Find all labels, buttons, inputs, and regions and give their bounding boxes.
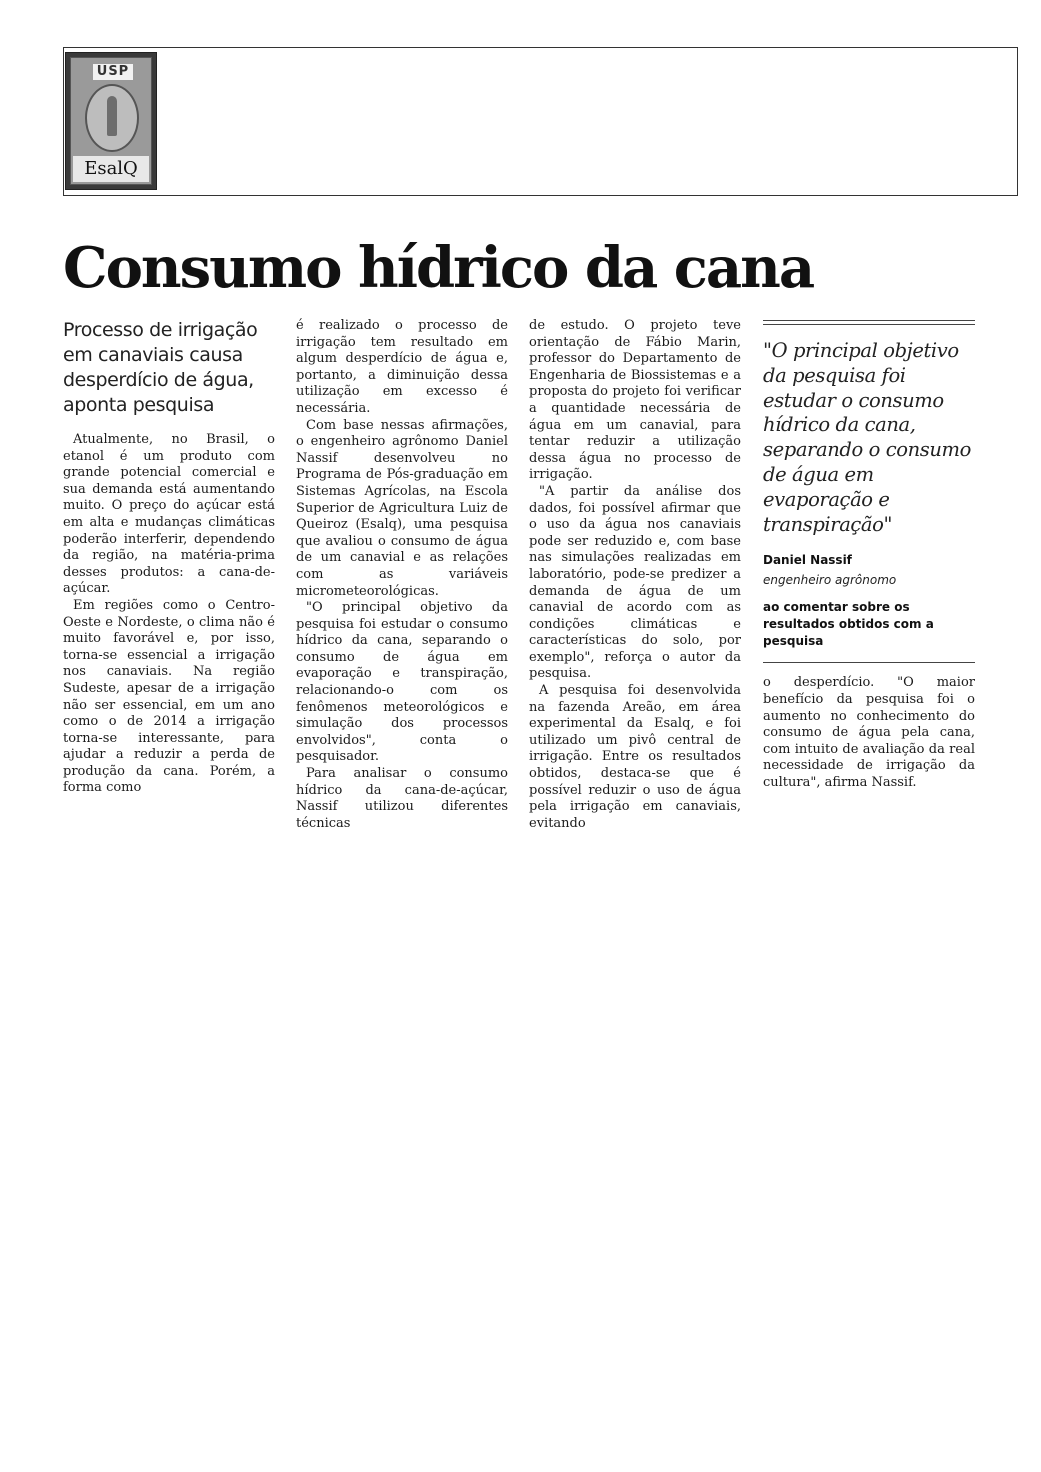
logo-esalq-text: EsalQ <box>73 156 149 182</box>
quote-bottom-rule <box>763 662 975 663</box>
column-1 <box>63 318 275 797</box>
logo-usp-text: USP <box>93 64 133 80</box>
paragraph: "O principal objetivo da pesquisa foi estudar o consumo hídrico da cana, separando o consumo de água em evaporação e transpiração, relacionando-o com os fenômenos meteorológicos e simulação dos processos envolvidos", conta o pesquisador. <box>296 600 508 765</box>
quote-author: Daniel Nassif <box>763 553 852 568</box>
paragraph: "A partir da análise dos dados, foi possível afirmar que o uso da água nos canaviais pode ser reduzido e, com base nas simulações realizadas em laboratório, pode-se predizer a demanda de água de um canavial de acordo com as condições climáticas e características do solo, por exemplo", reforça o autor da pesquisa. <box>529 483 741 682</box>
logo-figure-icon <box>107 96 117 136</box>
logo-emblem <box>85 84 139 152</box>
column-3 <box>529 318 741 832</box>
paragraph: de estudo. O projeto teve orientação de Fábio Marin, professor do Departamento de Engenharia de Biossistemas e a proposta do projeto foi verificar a quantidade necessária de água em um canavial, para tentar reduzir a utilização dessa água no processo de irrigação. <box>529 318 741 483</box>
logo-panel <box>70 57 152 185</box>
paragraph: é realizado o processo de irrigação tem resultado em algum desperdício de água e, portanto, a diminuição dessa utilização em excesso é necessária. <box>296 318 508 416</box>
quote-text: "O principal objetivo da pesquisa foi estudar o consumo hídrico da cana, separando o consumo de água em evaporação e transpiração" <box>763 339 971 536</box>
paragraph: Para analisar o consumo hídrico da cana-de-açúcar, Nassif utilizou diferentes técnicas <box>296 766 508 831</box>
quote-context: ao comentar sobre os resultados obtidos com a pesquisa <box>763 600 934 649</box>
paragraph: Atualmente, no Brasil, o etanol é um produto com grande potencial comercial e sua demanda está aumentando muito. O preço do açúcar está em alta e mudanças climáticas poderão interferir, dependendo da região, na matéria-prima desses produtos: a cana-de-açúcar. <box>63 432 275 597</box>
quote-role: engenheiro agrônomo <box>763 573 897 588</box>
article-title: Consumo hídrico da cana <box>63 235 814 301</box>
article-subhead: Processo de irrigação em canaviais causa desperdício de água, aponta pesquisa <box>63 319 258 416</box>
quote-top-rule <box>763 320 975 325</box>
column-2 <box>296 318 508 832</box>
usp-esalq-logo <box>65 52 157 190</box>
column-4-text: o desperdício. "O maior benefício da pesquisa foi o aumento no conhecimento do consumo de água pela cana, com intuito de avaliação da real necessidade de irrigação da cultura", afirma Nassif. <box>763 675 975 790</box>
paragraph: Em regiões como o Centro-Oeste e Nordeste, o clima não é muito favorável e, por isso, torna-se essencial a irrigação nos canaviais. Na região Sudeste, apesar de a irrigação não ser essencial, em um ano como o de 2014 a irrigação torna-se interessante, para ajudar a reduzir a perda de produção da cana. Porém, a forma como <box>63 597 275 796</box>
pull-quote <box>763 320 975 792</box>
header-frame <box>63 47 1018 196</box>
paragraph: Com base nessas afirmações, o engenheiro agrônomo Daniel Nassif desenvolveu no Programa de Pós-graduação em Sistemas Agrícolas, na Escola Superior de Agricultura Luiz de Queiroz (Esalq), uma pesquisa que avaliou o consumo de água de um canavial e as relações com as variáveis micrometeorológicas. <box>296 417 508 599</box>
paragraph: A pesquisa foi desenvolvida na fazenda Areão, em área experimental da Esalq, e foi utilizado um pivô central de irrigação. Entre os resultados obtidos, destaca-se que é possível reduzir o uso de água pela irrigação em canaviais, evitando <box>529 683 741 831</box>
